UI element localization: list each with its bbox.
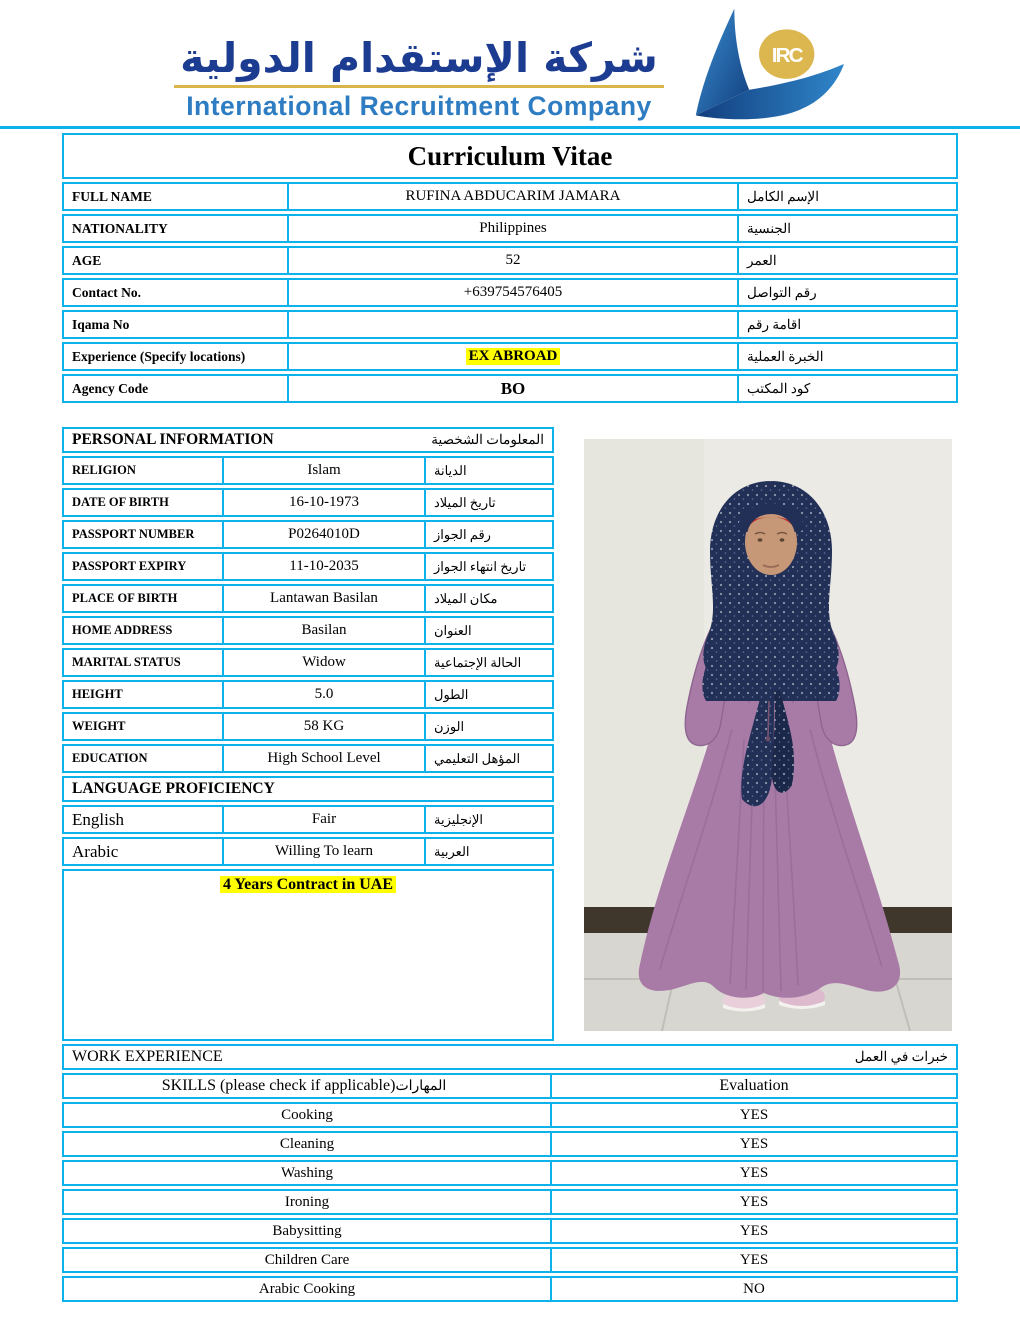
header-divider (0, 126, 1020, 129)
skill-evaluation: YES (739, 1164, 769, 1181)
personal-info-row (62, 712, 554, 741)
row-label-arabic: تاريخ انتهاء الجواز (434, 558, 527, 574)
row-value: Philippines (287, 216, 739, 241)
irc-logo-icon (678, 6, 846, 122)
row-label-arabic: العنوان (434, 622, 472, 638)
summary-row (62, 278, 958, 307)
language-level: Willing To learn (222, 839, 426, 864)
personal-info-title: PERSONAL INFORMATION (72, 431, 274, 448)
row-label: MARITAL STATUS (72, 655, 181, 669)
row-label-arabic: رقم الجواز (434, 526, 491, 542)
row-value: Widow (222, 650, 426, 675)
skill-row (62, 1218, 958, 1244)
row-label-arabic: المؤهل التعليمي (434, 750, 521, 766)
company-brand (174, 36, 664, 122)
row-value: Lantawan Basilan (222, 586, 426, 611)
row-label-arabic: الخبرة العملية (747, 348, 824, 364)
row-value: 11-10-2035 (222, 554, 426, 579)
row-value (287, 344, 739, 369)
summary-table (62, 182, 958, 403)
contract-note: 4 Years Contract in UAE (220, 876, 396, 893)
personal-info-row (62, 744, 554, 773)
personal-info-header (62, 427, 554, 453)
row-label: WEIGHT (72, 719, 126, 733)
work-experience-header (62, 1044, 958, 1070)
skill-row (62, 1102, 958, 1128)
skill-evaluation: YES (739, 1106, 769, 1123)
language-name: Arabic (72, 841, 119, 861)
row-label: NATIONALITY (72, 220, 168, 236)
row-value: RUFINA ABDUCARIM JAMARA (287, 184, 739, 209)
row-label: Iqama No (72, 316, 130, 332)
skills-header-arabic: المهارات (395, 1078, 447, 1094)
row-value: 52 (287, 248, 739, 273)
summary-row (62, 214, 958, 243)
row-value: Basilan (222, 618, 426, 643)
row-value: BO (287, 376, 739, 401)
skill-name: Arabic Cooking (64, 1278, 552, 1300)
highlighted-value: EX ABROAD (466, 348, 561, 365)
work-experience-title-arabic: خبرات في العمل (854, 1049, 948, 1064)
row-label: Agency Code (72, 380, 149, 396)
summary-row (62, 246, 958, 275)
row-label: EDUCATION (72, 751, 148, 765)
row-label-arabic: مكان الميلاد (434, 590, 498, 606)
row-value: High School Level (222, 746, 426, 771)
irc-logo-text: IRC (771, 44, 802, 68)
row-label: FULL NAME (72, 188, 152, 204)
personal-info-row (62, 552, 554, 581)
row-label-arabic: الجنسية (747, 220, 792, 236)
skill-evaluation: YES (739, 1135, 769, 1152)
row-label: PASSPORT NUMBER (72, 527, 195, 541)
skill-name: Cooking (64, 1104, 552, 1126)
evaluation-column-header: Evaluation (719, 1077, 789, 1094)
skills-header-text: SKILLS (please check if applicable) (161, 1077, 396, 1094)
personal-info-title-arabic: المعلومات الشخصية (431, 432, 544, 447)
row-value: P0264010D (222, 522, 426, 547)
skill-name: Children Care (64, 1249, 552, 1271)
summary-row (62, 182, 958, 211)
work-experience-title: WORK EXPERIENCE (72, 1048, 223, 1065)
candidate-photo (584, 439, 952, 1031)
row-label: RELIGION (72, 463, 136, 477)
skill-row (62, 1131, 958, 1157)
skills-table (62, 1102, 958, 1302)
row-label-arabic: الإسم الكامل (747, 188, 820, 204)
contract-note-box (62, 869, 554, 1041)
work-experience-section (62, 1044, 958, 1302)
skill-name: Ironing (64, 1191, 552, 1213)
row-label: DATE OF BIRTH (72, 495, 169, 509)
row-label-arabic: الطول (434, 686, 469, 702)
personal-info-row (62, 616, 554, 645)
summary-row (62, 342, 958, 371)
personal-info-row (62, 648, 554, 677)
row-label: Contact No. (72, 284, 141, 300)
skill-name: Babysitting (64, 1220, 552, 1242)
language-row (62, 837, 554, 866)
row-label-arabic: رقم التواصل (747, 284, 817, 300)
row-label-arabic: كود المكتب (747, 380, 811, 396)
row-label-arabic: الحالة الإجتماعية (434, 654, 522, 670)
skills-header-row (62, 1073, 958, 1099)
language-level: Fair (222, 807, 426, 832)
skill-name: Cleaning (64, 1133, 552, 1155)
skills-column-header (64, 1075, 552, 1097)
personal-info-table (62, 427, 554, 1041)
skill-row (62, 1189, 958, 1215)
personal-info-row (62, 584, 554, 613)
cv-title-box (62, 133, 958, 179)
row-value: +639754576405 (287, 280, 739, 305)
summary-row (62, 310, 958, 339)
company-name-english: International Recruitment Company (186, 91, 652, 122)
row-value: Islam (222, 458, 426, 483)
skill-evaluation: YES (739, 1193, 769, 1210)
page-title: Curriculum Vitae (407, 140, 613, 171)
skill-evaluation: YES (739, 1251, 769, 1268)
personal-info-row (62, 456, 554, 485)
row-label-arabic: العمر (747, 252, 777, 268)
row-label: AGE (72, 252, 102, 268)
language-proficiency-title: LANGUAGE PROFICIENCY (72, 780, 275, 797)
skill-row (62, 1247, 958, 1273)
personal-info-row (62, 680, 554, 709)
skill-row (62, 1160, 958, 1186)
language-name-arabic: العربية (434, 843, 470, 859)
row-value: 5.0 (222, 682, 426, 707)
language-row (62, 805, 554, 834)
row-label: HOME ADDRESS (72, 623, 173, 637)
skill-evaluation: NO (743, 1280, 765, 1297)
row-value: 16-10-1973 (222, 490, 426, 515)
language-rows (62, 805, 554, 866)
skill-evaluation: YES (739, 1222, 769, 1239)
company-header (0, 0, 1020, 126)
company-name-arabic: شركة الإستقدام الدولية (174, 36, 664, 88)
language-name: English (72, 809, 124, 829)
row-label: HEIGHT (72, 687, 123, 701)
language-proficiency-header (62, 776, 554, 802)
personal-info-row (62, 488, 554, 517)
row-label-arabic: الديانة (434, 462, 467, 478)
language-name-arabic: الإنجليزية (434, 811, 484, 827)
skill-row (62, 1276, 958, 1302)
row-label-arabic: تاريخ الميلاد (434, 494, 496, 510)
personal-info-row (62, 520, 554, 549)
row-label-arabic: اقامة رقم (747, 316, 802, 332)
row-value: 58 KG (222, 714, 426, 739)
row-label: Experience (Specify locations) (72, 348, 246, 364)
row-label-arabic: الوزن (434, 718, 465, 734)
row-label: PASSPORT EXPIRY (72, 559, 187, 573)
summary-row (62, 374, 958, 403)
skill-name: Washing (64, 1162, 552, 1184)
row-label: PLACE OF BIRTH (72, 591, 178, 605)
row-value (287, 312, 739, 337)
personal-info-rows (62, 456, 554, 773)
